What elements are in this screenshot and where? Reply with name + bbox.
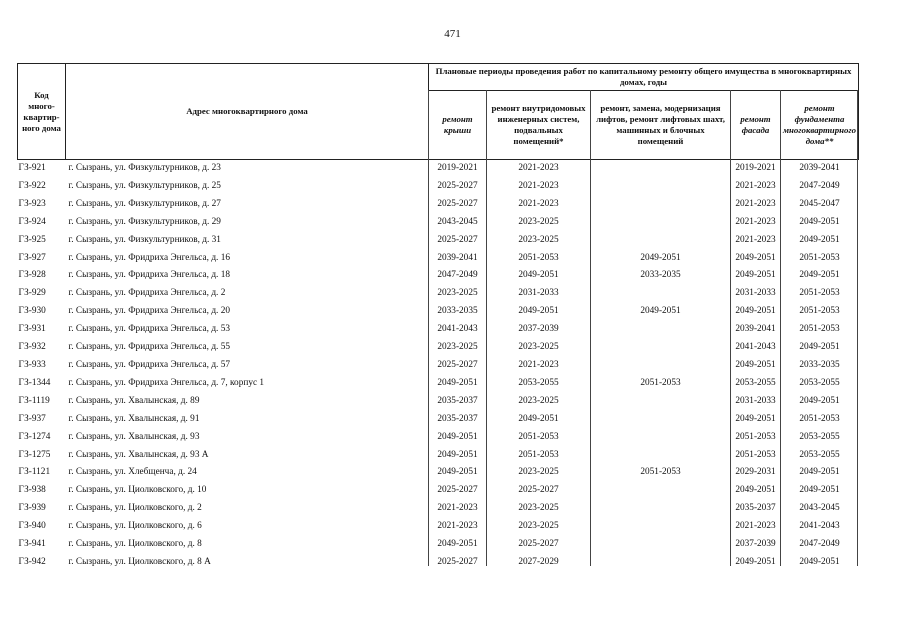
cell-code: ГЗ-927 [18, 252, 46, 263]
cell-code: ГЗ-932 [18, 342, 46, 353]
table-row [18, 303, 859, 321]
header-engineering: ремонт внутридомовых инженерных систем, подвальных помещений* [487, 91, 591, 160]
cell-code: ГЗ-923 [18, 198, 46, 209]
table-row [18, 554, 859, 572]
cell-facade: 2021-2023 [735, 521, 776, 532]
cell-facade: 2021-2023 [735, 234, 776, 245]
cell-engineering: 2049-2051 [518, 413, 559, 424]
cell-code: ГЗ-925 [18, 234, 46, 245]
cell-engineering: 2023-2025 [518, 395, 559, 406]
cell-roof: 2021-2023 [437, 503, 478, 514]
table-row [18, 464, 859, 482]
header-roof: ремонт крыши [429, 91, 487, 160]
cell-code: ГЗ-941 [18, 539, 46, 550]
cell-code: ГЗ-942 [18, 556, 46, 567]
header-periods-group: Плановые периоды проведения работ по капитальному ремонту общего имущества в многоквартирных домах, годы [429, 64, 859, 91]
cell-engineering: 2023-2025 [518, 234, 559, 245]
column-divider [428, 90, 429, 566]
cell-foundation: 2053-2055 [799, 377, 840, 388]
cell-foundation: 2047-2049 [799, 539, 840, 550]
cell-facade: 2049-2051 [735, 270, 776, 281]
cell-code: ГЗ-938 [18, 485, 46, 496]
table-row [18, 482, 859, 500]
cell-lifts [591, 357, 731, 375]
cell-engineering: 2051-2053 [518, 449, 559, 460]
cell-address: г. Сызрань, ул. Циолковского, д. 10 [68, 485, 207, 496]
page-number: 471 [444, 28, 461, 40]
table-row [18, 178, 859, 196]
cell-address: г. Сызрань, ул. Фридриха Энгельса, д. 53 [68, 324, 230, 335]
cell-code: ГЗ-1274 [18, 431, 51, 442]
cell-engineering: 2021-2023 [518, 198, 559, 209]
cell-engineering: 2025-2027 [518, 539, 559, 550]
table-header [18, 64, 859, 160]
cell-address: г. Сызрань, ул. Хвалынская, д. 93 [68, 431, 200, 442]
cell-address: г. Сызрань, ул. Хвалынская, д. 91 [68, 413, 200, 424]
cell-lifts [591, 482, 731, 500]
column-divider [486, 90, 487, 566]
cell-lifts [591, 447, 731, 465]
cell-address: г. Сызрань, ул. Фридриха Энгельса, д. 16 [68, 252, 230, 263]
cell-roof: 2025-2027 [437, 198, 478, 209]
cell-lifts [591, 285, 731, 303]
cell-lifts [591, 500, 731, 518]
table-row [18, 357, 859, 375]
column-divider [780, 90, 781, 566]
cell-foundation: 2053-2055 [799, 431, 840, 442]
cell-code: ГЗ-921 [18, 163, 46, 173]
cell-foundation: 2033-2035 [799, 359, 840, 370]
cell-address: г. Сызрань, ул. Физкультурников, д. 25 [68, 180, 221, 191]
table-body [18, 160, 859, 572]
cell-roof: 2035-2037 [437, 395, 478, 406]
cell-address: г. Сызрань, ул. Циолковского, д. 6 [68, 521, 202, 532]
table-row [18, 250, 859, 268]
cell-foundation: 2045-2047 [799, 198, 840, 209]
cell-foundation: 2043-2045 [799, 503, 840, 514]
cell-roof: 2023-2025 [437, 342, 478, 353]
cell-facade: 2039-2041 [735, 324, 776, 335]
cell-code: ГЗ-940 [18, 521, 46, 532]
cell-foundation: 2049-2051 [799, 216, 840, 227]
cell-engineering: 2023-2025 [518, 521, 559, 532]
cell-lifts: 2049-2051 [640, 252, 681, 263]
cell-foundation: 2051-2053 [799, 288, 840, 299]
cell-roof: 2049-2051 [437, 431, 478, 442]
cell-engineering: 2051-2053 [518, 431, 559, 442]
cell-foundation: 2047-2049 [799, 180, 840, 191]
cell-foundation: 2051-2053 [799, 413, 840, 424]
cell-facade: 2049-2051 [735, 359, 776, 370]
cell-roof: 2047-2049 [437, 270, 478, 281]
header-address: Адрес многоквартирного дома [66, 64, 429, 160]
cell-facade: 2037-2039 [735, 539, 776, 550]
table-row [18, 196, 859, 214]
cell-code: ГЗ-1119 [18, 395, 50, 406]
table-row [18, 375, 859, 393]
cell-foundation: 2049-2051 [799, 395, 840, 406]
cell-foundation: 2049-2051 [799, 485, 840, 496]
cell-address: г. Сызрань, ул. Хвалынская, д. 89 [68, 395, 200, 406]
table-row [18, 411, 859, 429]
header-foundation: ремонт фундамента многоквартирного дома** [781, 91, 859, 160]
cell-address: г. Сызрань, ул. Циолковского, д. 2 [68, 503, 202, 514]
table-row [18, 447, 859, 465]
table-row [18, 393, 859, 411]
cell-facade: 2019-2021 [735, 163, 776, 173]
cell-facade: 2049-2051 [735, 306, 776, 317]
cell-facade: 2049-2051 [735, 252, 776, 263]
cell-facade: 2031-2033 [735, 395, 776, 406]
cell-engineering: 2023-2025 [518, 216, 559, 227]
cell-address: г. Сызрань, ул. Фридриха Энгельса, д. 7, корпус 1 [68, 377, 265, 388]
cell-facade: 2053-2055 [735, 377, 776, 388]
cell-engineering: 2021-2023 [518, 163, 559, 173]
cell-facade: 2051-2053 [735, 431, 776, 442]
header-facade: ремонт фасада [731, 91, 781, 160]
cell-address: г. Сызрань, ул. Фридриха Энгельса, д. 55 [68, 342, 230, 353]
cell-engineering: 2031-2033 [518, 288, 559, 299]
cell-code: ГЗ-937 [18, 413, 46, 424]
cell-facade: 2031-2033 [735, 288, 776, 299]
cell-facade: 2041-2043 [735, 342, 776, 353]
cell-roof: 2039-2041 [437, 252, 478, 263]
cell-code: ГЗ-929 [18, 288, 46, 299]
cell-engineering: 2021-2023 [518, 359, 559, 370]
cell-lifts [591, 196, 731, 214]
table-row [18, 518, 859, 536]
table-row [18, 232, 859, 250]
table-row [18, 267, 859, 285]
cell-lifts: 2051-2053 [640, 377, 681, 388]
cell-lifts: 2051-2053 [640, 467, 681, 478]
cell-engineering: 2023-2025 [518, 503, 559, 514]
table-row [18, 285, 859, 303]
cell-facade: 2029-2031 [735, 467, 776, 478]
cell-code: ГЗ-933 [18, 359, 46, 370]
cell-roof: 2041-2043 [437, 324, 478, 335]
cell-lifts [591, 321, 731, 339]
column-divider [730, 90, 731, 566]
cell-foundation: 2051-2053 [799, 306, 840, 317]
cell-lifts [591, 393, 731, 411]
cell-foundation: 2053-2055 [799, 449, 840, 460]
table-row [18, 429, 859, 447]
cell-lifts [591, 554, 731, 572]
cell-roof: 2049-2051 [437, 467, 478, 478]
cell-code: ГЗ-930 [18, 306, 46, 317]
cell-code: ГЗ-924 [18, 216, 46, 227]
cell-roof: 2025-2027 [437, 180, 478, 191]
cell-address: г. Сызрань, ул. Фридриха Энгельса, д. 18 [68, 270, 230, 281]
capital-repair-schedule-table [17, 63, 859, 572]
cell-roof: 2025-2027 [437, 234, 478, 245]
cell-roof: 2049-2051 [437, 539, 478, 550]
cell-lifts: 2049-2051 [640, 306, 681, 317]
cell-roof: 2035-2037 [437, 413, 478, 424]
cell-address: г. Сызрань, ул. Циолковского, д. 8 А [68, 556, 211, 567]
cell-engineering: 2049-2051 [518, 270, 559, 281]
cell-roof: 2025-2027 [437, 485, 478, 496]
table-row [18, 536, 859, 554]
table-row [18, 160, 859, 178]
cell-lifts [591, 518, 731, 536]
cell-roof: 2021-2023 [437, 521, 478, 532]
cell-code: ГЗ-1121 [18, 467, 51, 478]
cell-code: ГЗ-928 [18, 270, 46, 281]
cell-lifts: 2033-2035 [640, 270, 681, 281]
cell-address: г. Сызрань, ул. Фридриха Энгельса, д. 20 [68, 306, 230, 317]
cell-address: г. Сызрань, ул. Физкультурников, д. 31 [68, 234, 221, 245]
cell-facade: 2021-2023 [735, 198, 776, 209]
cell-code: ГЗ-922 [18, 180, 46, 191]
cell-foundation: 2051-2053 [799, 252, 840, 263]
cell-roof: 2019-2021 [437, 163, 478, 173]
cell-facade: 2049-2051 [735, 413, 776, 424]
cell-lifts [591, 339, 731, 357]
header-code: Код много-квартир-ного дома [18, 64, 66, 160]
cell-code: ГЗ-931 [18, 324, 46, 335]
cell-facade: 2051-2053 [735, 449, 776, 460]
cell-engineering: 2021-2023 [518, 180, 559, 191]
cell-roof: 2043-2045 [437, 216, 478, 227]
cell-facade: 2049-2051 [735, 556, 776, 567]
cell-foundation: 2049-2051 [799, 234, 840, 245]
table-row [18, 214, 859, 232]
cell-foundation: 2049-2051 [799, 467, 840, 478]
cell-engineering: 2053-2055 [518, 377, 559, 388]
cell-engineering: 2049-2051 [518, 306, 559, 317]
cell-facade: 2021-2023 [735, 180, 776, 191]
cell-address: г. Сызрань, ул. Физкультурников, д. 23 [68, 163, 221, 173]
cell-lifts [591, 214, 731, 232]
cell-code: ГЗ-1344 [18, 377, 51, 388]
cell-facade: 2021-2023 [735, 216, 776, 227]
cell-engineering: 2025-2027 [518, 485, 559, 496]
cell-lifts [591, 429, 731, 447]
cell-engineering: 2037-2039 [518, 324, 559, 335]
cell-engineering: 2051-2053 [518, 252, 559, 263]
cell-roof: 2025-2027 [437, 556, 478, 567]
cell-foundation: 2039-2041 [799, 163, 840, 173]
cell-foundation: 2049-2051 [799, 342, 840, 353]
cell-engineering: 2027-2029 [518, 556, 559, 567]
column-divider [857, 90, 858, 566]
cell-roof: 2049-2051 [437, 377, 478, 388]
table-row [18, 500, 859, 518]
cell-lifts [591, 160, 731, 178]
cell-address: г. Сызрань, ул. Циолковского, д. 8 [68, 539, 202, 550]
cell-roof: 2049-2051 [437, 449, 478, 460]
table-row [18, 339, 859, 357]
cell-lifts [591, 178, 731, 196]
cell-roof: 2033-2035 [437, 306, 478, 317]
column-divider [590, 90, 591, 566]
cell-code: ГЗ-939 [18, 503, 46, 514]
cell-facade: 2035-2037 [735, 503, 776, 514]
cell-code: ГЗ-1275 [18, 449, 51, 460]
cell-address: г. Сызрань, ул. Физкультурников, д. 29 [68, 216, 221, 227]
cell-foundation: 2041-2043 [799, 521, 840, 532]
cell-foundation: 2051-2053 [799, 324, 840, 335]
cell-lifts [591, 536, 731, 554]
cell-engineering: 2023-2025 [518, 342, 559, 353]
cell-address: г. Сызрань, ул. Физкультурников, д. 27 [68, 198, 221, 209]
cell-foundation: 2049-2051 [799, 270, 840, 281]
cell-engineering: 2023-2025 [518, 467, 559, 478]
cell-lifts [591, 232, 731, 250]
header-lifts: ремонт, замена, модернизация лифтов, ремонт лифтовых шахт, машинных и блочных помещений [591, 91, 731, 160]
cell-address: г. Сызрань, ул. Хлебщенча, д. 24 [68, 467, 197, 478]
cell-address: г. Сызрань, ул. Хвалынская, д. 93 А [68, 449, 209, 460]
cell-roof: 2023-2025 [437, 288, 478, 299]
cell-lifts [591, 411, 731, 429]
cell-address: г. Сызрань, ул. Фридриха Энгельса, д. 2 [68, 288, 226, 299]
cell-address: г. Сызрань, ул. Фридриха Энгельса, д. 57 [68, 359, 230, 370]
cell-foundation: 2049-2051 [799, 556, 840, 567]
cell-roof: 2025-2027 [437, 359, 478, 370]
cell-facade: 2049-2051 [735, 485, 776, 496]
table-row [18, 321, 859, 339]
